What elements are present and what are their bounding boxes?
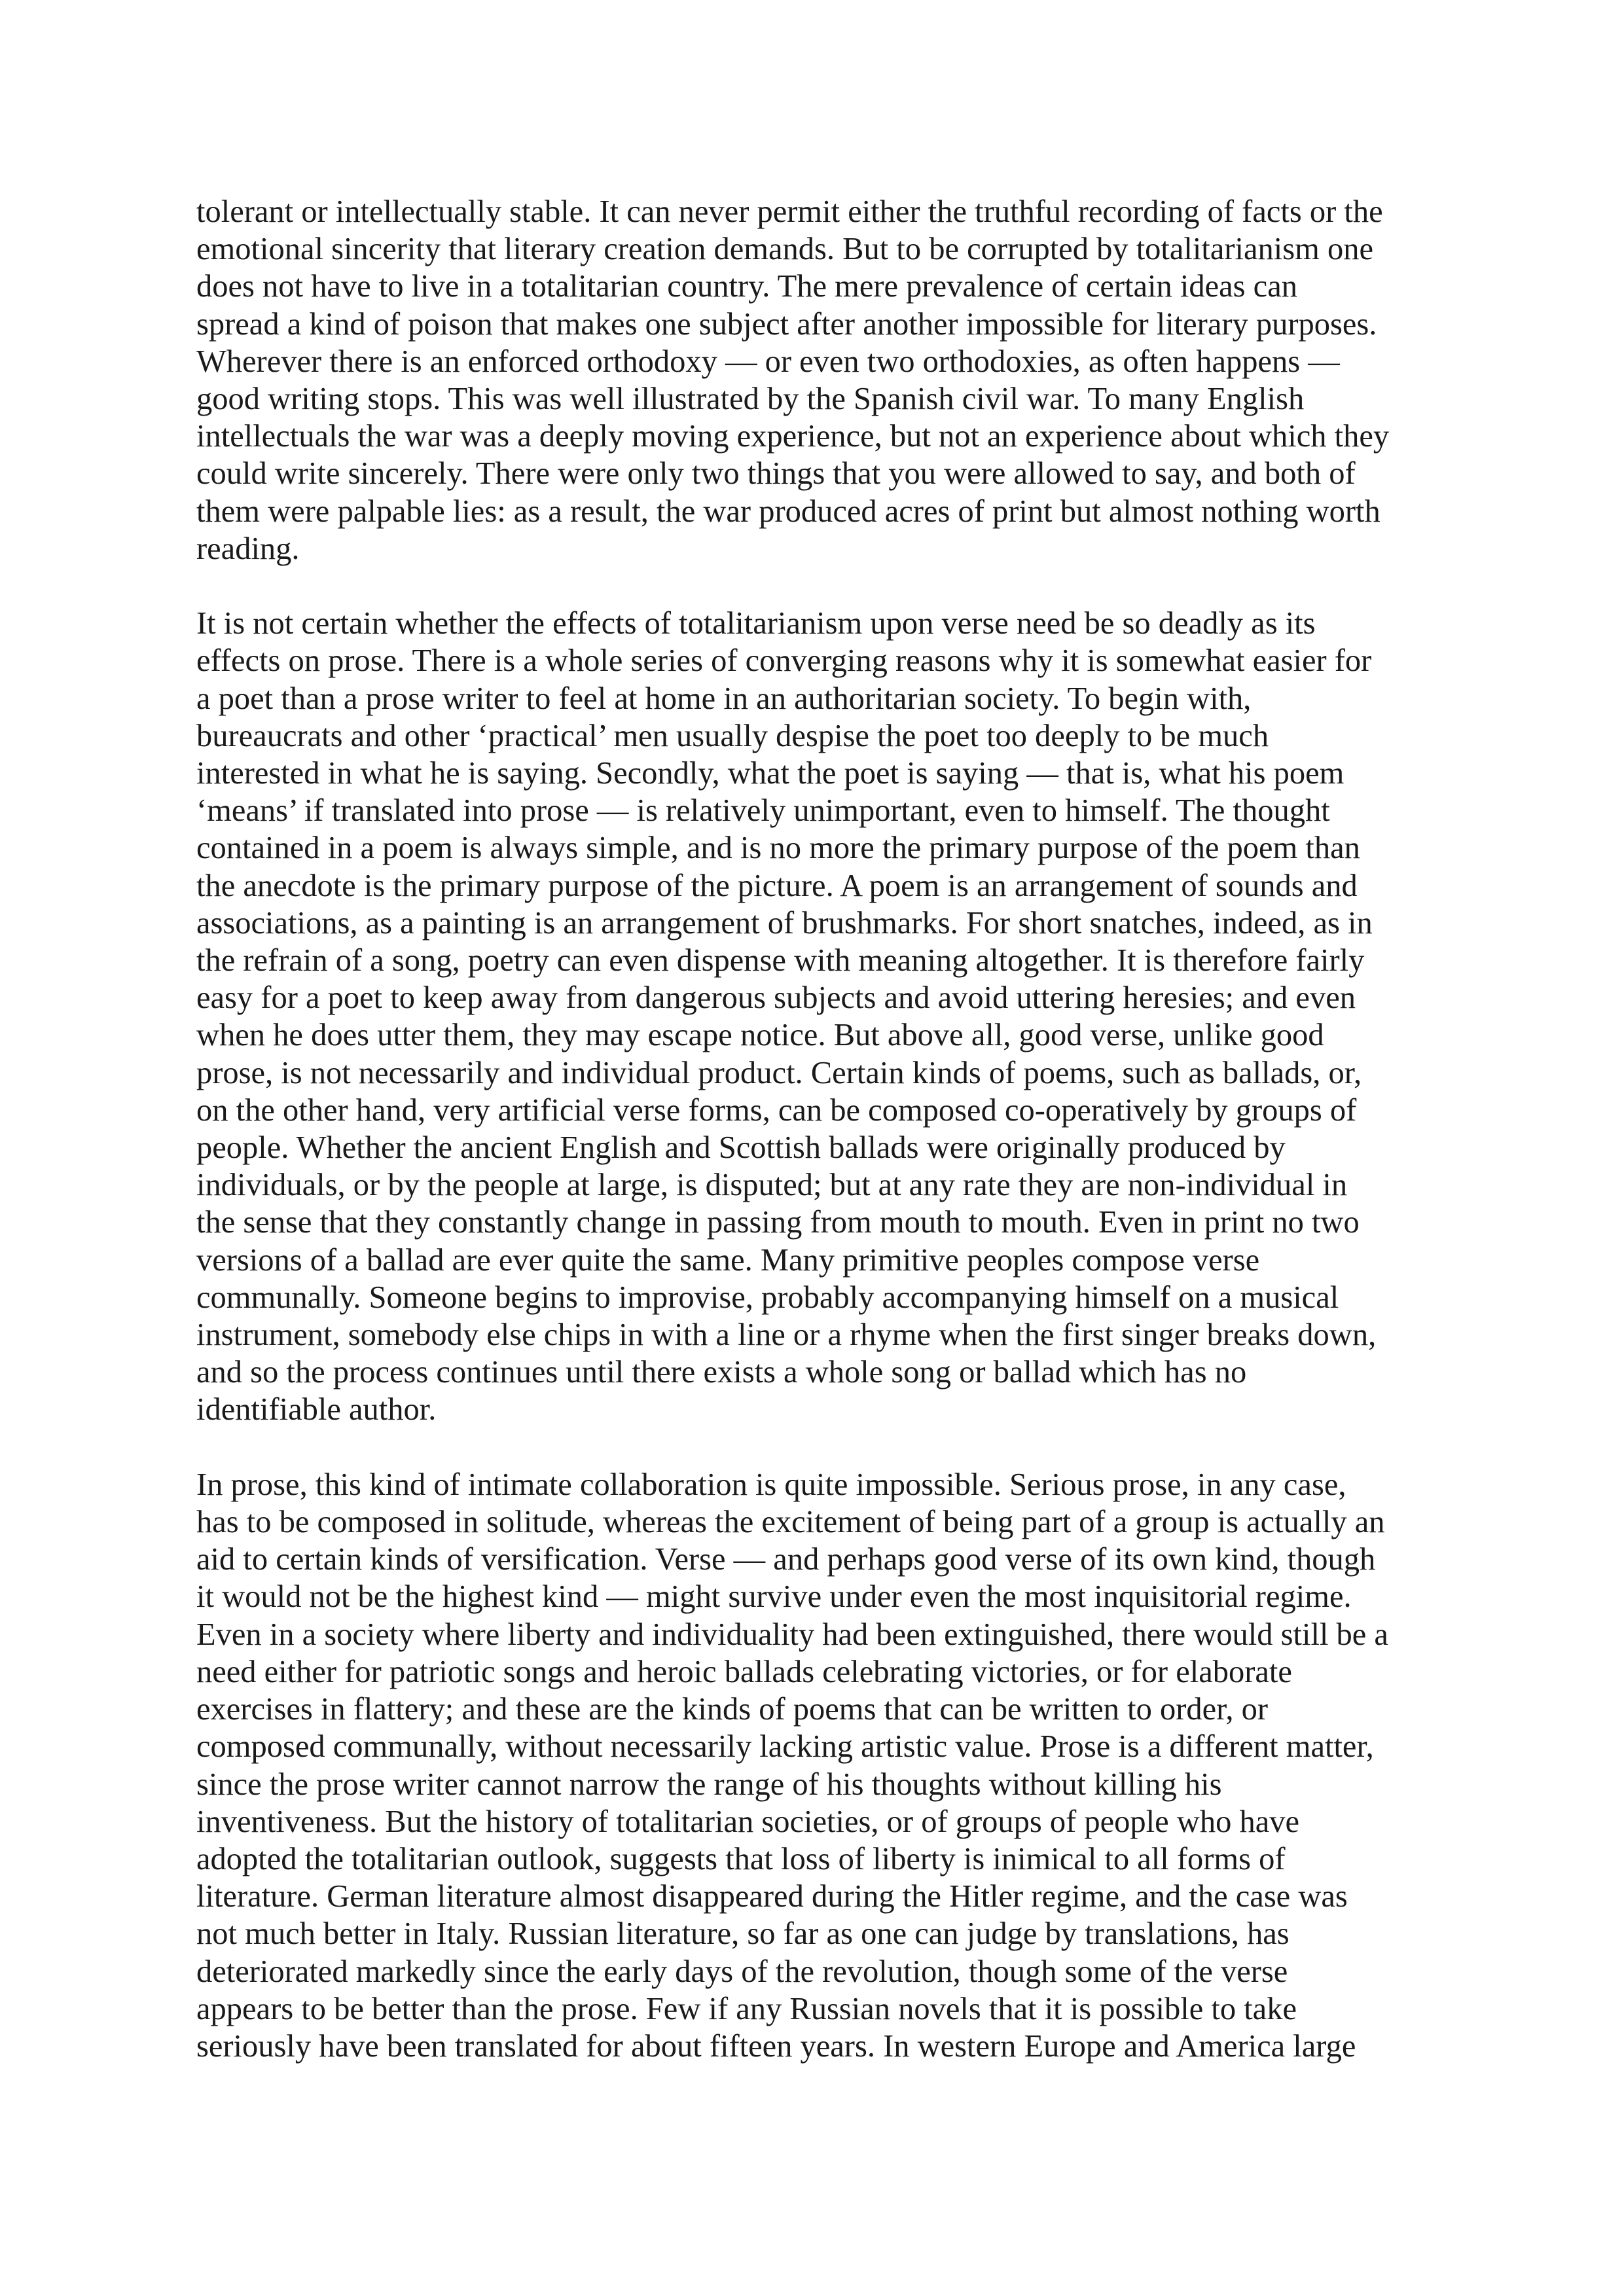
text-line: composed communally, without necessarily lacking artistic value. Prose is a different matter, <box>196 1729 1374 1765</box>
text-line: does not have to live in a totalitarian country. The mere prevalence of certain ideas can <box>196 269 1297 304</box>
text-line: inventiveness. But the history of totalitarian societies, or of groups of people who have <box>196 1804 1299 1839</box>
text-line: instrument, somebody else chips in with a line or a rhyme when the first singer breaks down, <box>196 1318 1377 1353</box>
text-line: versions of a ballad are ever quite the same. Many primitive peoples compose verse <box>196 1242 1260 1278</box>
text-line: when he does utter them, they may escape notice. But above all, good verse, unlike good <box>196 1018 1324 1053</box>
text-line: adopted the totalitarian outlook, suggests that loss of liberty is inimical to all forms of <box>196 1841 1286 1876</box>
text-line: spread a kind of poison that makes one subject after another impossible for literary purposes. <box>196 306 1377 342</box>
text-line: easy for a poet to keep away from dangerous subjects and avoid uttering heresies; and even <box>196 980 1356 1016</box>
text-line: a poet than a prose writer to feel at home in an authoritarian society. To begin with, <box>196 681 1252 716</box>
text-line: Wherever there is an enforced orthodoxy — or even two orthodoxies, as often happens — <box>196 344 1340 379</box>
text-line: emotional sincerity that literary creation demands. But to be corrupted by totalitarianism one <box>196 232 1374 267</box>
text-line: Even in a society where liberty and individuality had been extinguished, there would still be a <box>196 1617 1388 1652</box>
paragraph-3 <box>196 1466 1440 2065</box>
text-line: the sense that they constantly change in passing from mouth to mouth. Even in print no two <box>196 1205 1360 1240</box>
text-line: exercises in flattery; and these are the kinds of poems that can be written to order, or <box>196 1692 1269 1727</box>
text-line: bureaucrats and other ‘practical’ men usually despise the poet too deeply to be much <box>196 718 1269 753</box>
text-line: could write sincerely. There were only two things that you were allowed to say, and both of <box>196 456 1356 492</box>
text-line: on the other hand, very artificial verse forms, can be composed co-operatively by groups of <box>196 1092 1357 1128</box>
text-line: tolerant or intellectually stable. It can never permit either the truthful recording of facts or the <box>196 194 1383 229</box>
text-line: people. Whether the ancient English and Scottish ballads were originally produced by <box>196 1130 1286 1166</box>
text-line: the anecdote is the primary purpose of the picture. A poem is an arrangement of sounds and <box>196 868 1358 903</box>
text-line: ‘means’ if translated into prose — is relatively unimportant, even to himself. The thought <box>196 793 1330 829</box>
text-line: In prose, this kind of intimate collaboration is quite impossible. Serious prose, in any case, <box>196 1467 1346 1502</box>
text-line: interested in what he is saying. Secondly, what the poet is saying — that is, what his poem <box>196 756 1344 791</box>
text-line: it would not be the highest kind — might survive under even the most inquisitorial regime. <box>196 1579 1352 1615</box>
text-line: intellectuals the war was a deeply moving experience, but not an experience about which they <box>196 419 1390 454</box>
text-line: aid to certain kinds of versification. Verse — and perhaps good verse of its own kind, though <box>196 1542 1376 1577</box>
text-line: and so the process continues until there exists a whole song or ballad which has no <box>196 1355 1247 1390</box>
text-line: since the prose writer cannot narrow the range of his thoughts without killing his <box>196 1767 1222 1802</box>
text-line: literature. German literature almost disappeared during the Hitler regime, and the case was <box>196 1879 1348 1914</box>
text-line: seriously have been translated for about fifteen years. In western Europe and America large <box>196 2028 1356 2064</box>
text-line: contained in a poem is always simple, and is no more the primary purpose of the poem than <box>196 831 1360 866</box>
text-line: deteriorated markedly since the early days of the revolution, though some of the verse <box>196 1954 1288 1989</box>
text-line: them were palpable lies: as a result, the war produced acres of print but almost nothing worth <box>196 493 1380 529</box>
text-line: individuals, or by the people at large, is disputed; but at any rate they are non-individual in <box>196 1168 1348 1203</box>
text-line: not much better in Italy. Russian literature, so far as one can judge by translations, has <box>196 1916 1290 1952</box>
body-text <box>196 193 1440 2065</box>
paragraph-2 <box>196 605 1440 1428</box>
text-line: the refrain of a song, poetry can even dispense with meaning altogether. It is therefore fairly <box>196 943 1365 978</box>
text-line: effects on prose. There is a whole series of converging reasons why it is somewhat easier for <box>196 643 1372 679</box>
text-line: associations, as a painting is an arrangement of brushmarks. For short snatches, indeed, as in <box>196 905 1373 941</box>
text-line: It is not certain whether the effects of totalitarianism upon verse need be so deadly as its <box>196 606 1316 641</box>
paragraph-1 <box>196 193 1440 567</box>
text-line: appears to be better than the prose. Few if any Russian novels that it is possible to take <box>196 1991 1297 2026</box>
text-line: good writing stops. This was well illustrated by the Spanish civil war. To many English <box>196 382 1305 417</box>
text-line: prose, is not necessarily and individual product. Certain kinds of poems, such as ballads, or, <box>196 1055 1362 1090</box>
text-line: reading. <box>196 531 300 566</box>
text-line: need either for patriotic songs and heroic ballads celebrating victories, or for elaborate <box>196 1654 1292 1689</box>
text-line: identifiable author. <box>196 1392 437 1427</box>
text-line: communally. Someone begins to improvise, probably accompanying himself on a musical <box>196 1280 1339 1315</box>
text-line: has to be composed in solitude, whereas the excitement of being part of a group is actually an <box>196 1505 1385 1540</box>
